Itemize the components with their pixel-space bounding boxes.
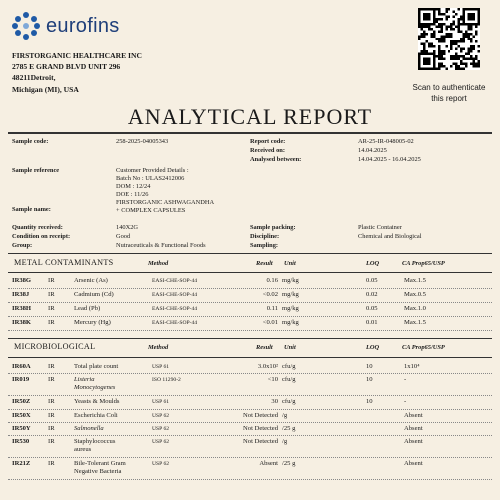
table-row xyxy=(8,395,492,409)
row-parameter xyxy=(74,305,100,313)
customer-address xyxy=(12,50,142,95)
row-result: 30 xyxy=(271,398,278,405)
micro-col-unit: Unit xyxy=(284,344,296,351)
eurofins-logo xyxy=(12,12,120,40)
row-code: IR50Y xyxy=(12,425,31,432)
row-result: 0.16 xyxy=(266,277,278,284)
row-result: Not Detected xyxy=(243,425,278,432)
row-parameter xyxy=(74,376,115,392)
group-label: Group: xyxy=(12,242,33,249)
row-ir: IR xyxy=(48,398,55,405)
row-code: IR38H xyxy=(12,305,32,312)
row-ir: IR xyxy=(48,376,55,383)
row-parameter xyxy=(74,277,108,285)
address-line: 2785 E GRAND BLVD UNIT 296 xyxy=(12,62,121,72)
row-loq: 0.05 xyxy=(366,305,378,312)
table-row xyxy=(8,302,492,316)
row-unit: mg/kg xyxy=(282,277,299,284)
micro-top-rule xyxy=(8,338,492,339)
row-unit: cfu/g xyxy=(282,363,296,370)
row-limit: Absent xyxy=(404,425,423,432)
row-limit: Max.1.5 xyxy=(404,277,426,284)
qr-caption xyxy=(402,82,496,104)
row-method: EASI-CHE-SOP-44 xyxy=(152,306,198,312)
sample-name-line: + COMPLEX CAPSULES xyxy=(116,207,186,214)
logo-dots-icon xyxy=(12,12,40,40)
row-ir: IR xyxy=(48,412,55,419)
qr-caption-line: Scan to authenticate xyxy=(412,83,486,92)
row-result: <0.01 xyxy=(262,319,278,326)
metal-col-method: Method xyxy=(148,260,169,267)
row-limit: Max.0.5 xyxy=(404,291,426,298)
row-limit: Max.1.0 xyxy=(404,305,426,312)
parameter-line: Escherichia Coli xyxy=(74,412,118,419)
row-parameter xyxy=(74,460,126,476)
row-result: Not Detected xyxy=(243,438,278,445)
parameter-line: Total plate count xyxy=(74,363,119,370)
row-parameter xyxy=(74,319,111,327)
sample-reference-line: Batch No : ULAS2412006 xyxy=(116,175,185,182)
row-loq: 0.02 xyxy=(366,291,378,298)
row-loq: 0.01 xyxy=(366,319,378,326)
row-result: 3.0x10² xyxy=(257,363,278,370)
row-method: EASI-CHE-SOP-44 xyxy=(152,278,198,284)
row-unit: /g xyxy=(282,438,288,445)
discipline-label: Discipline: xyxy=(250,233,280,240)
received-on-label: Received on: xyxy=(250,147,285,154)
sample-name-line: FIRSTORGANIC ASHWAGANDHA xyxy=(116,199,215,206)
row-unit: cfu/g xyxy=(282,376,296,383)
packing-value: Plastic Container xyxy=(358,224,402,231)
row-method: USP 62 xyxy=(152,461,170,467)
row-parameter xyxy=(74,438,115,454)
row-parameter xyxy=(74,425,104,433)
analysed-between-value: 14.04.2025 - 16.04.2025 xyxy=(358,156,421,163)
qr-code[interactable] xyxy=(418,8,480,70)
row-unit: /25 g xyxy=(282,460,296,467)
row-code: IR38G xyxy=(12,277,32,284)
table-row xyxy=(8,422,492,435)
row-limit: 1x10⁴ xyxy=(404,363,420,370)
row-result: <0.02 xyxy=(262,291,278,298)
row-ir: IR xyxy=(48,305,55,312)
row-method: USP 62 xyxy=(152,426,170,432)
row-result: 0.11 xyxy=(266,305,278,312)
table-row xyxy=(8,288,492,302)
analysed-between-label: Analysed between: xyxy=(250,156,302,163)
row-unit: mg/kg xyxy=(282,319,299,326)
micro-section-title: MICROBIOLOGICAL xyxy=(14,342,96,351)
parameter-line: Cadmium (Cd) xyxy=(74,291,114,298)
parameter-line: Staphylococcus xyxy=(74,438,116,445)
row-ir: IR xyxy=(48,291,55,298)
quantity-label: Quantity received: xyxy=(12,224,63,231)
discipline-value: Chemical and Biological xyxy=(358,233,422,240)
table-row xyxy=(8,409,492,422)
metal-col-loq: LOQ xyxy=(366,260,380,267)
sample-code-label: Sample code: xyxy=(12,138,49,145)
micro-col-method: Method xyxy=(148,344,169,351)
sample-reference-line: Customer Provided Details : xyxy=(116,167,189,174)
micro-col-result: Result xyxy=(256,344,273,351)
row-code: IR50X xyxy=(12,412,31,419)
row-loq: 10 xyxy=(366,376,373,383)
table-row xyxy=(8,457,492,479)
sample-code-value: 258-2025-04005343 xyxy=(116,138,169,145)
row-parameter xyxy=(74,412,118,420)
parameter-line: aureus xyxy=(74,446,92,453)
row-limit: Absent xyxy=(404,438,423,445)
row-limit: Max.1.5 xyxy=(404,319,426,326)
row-code: IR38K xyxy=(12,319,32,326)
row-unit: /25 g xyxy=(282,425,296,432)
row-result: Not Detected xyxy=(243,412,278,419)
condition-label: Condition on receipt: xyxy=(12,233,71,240)
parameter-line: Mercury (Hg) xyxy=(74,319,111,326)
table-row xyxy=(8,435,492,457)
row-method: EASI-CHE-SOP-44 xyxy=(152,292,198,298)
row-result: <10 xyxy=(267,376,278,383)
row-ir: IR xyxy=(48,319,55,326)
quantity-value: 140X2G xyxy=(116,224,139,231)
row-limit: - xyxy=(404,398,407,405)
row-unit: /g xyxy=(282,412,288,419)
row-method: USP 61 xyxy=(152,364,170,370)
row-unit: cfu/g xyxy=(282,398,296,405)
row-code: IR60A xyxy=(12,363,31,370)
report-code-value: AR-25-IR-048005-02 xyxy=(358,138,414,145)
row-ir: IR xyxy=(48,425,55,432)
row-loq: 0.05 xyxy=(366,277,378,284)
row-divider xyxy=(8,479,492,480)
row-loq: 10 xyxy=(366,363,373,370)
title-rule xyxy=(8,132,492,134)
sampling-label: Sampling: xyxy=(250,242,279,249)
micro-col-loq: LOQ xyxy=(366,344,380,351)
metal-col-limit: CA Prop65/USP xyxy=(402,260,445,267)
qr-caption-line: this report xyxy=(431,94,467,103)
row-divider xyxy=(8,330,492,331)
sample-reference-line: DOE : 11/26 xyxy=(116,191,149,198)
parameter-line: Arsenic (As) xyxy=(74,277,108,284)
row-code: IR38J xyxy=(12,291,30,298)
sample-reference-label: Sample reference xyxy=(12,167,60,174)
row-method: USP 62 xyxy=(152,439,170,445)
metal-col-unit: Unit xyxy=(284,260,296,267)
packing-label: Sample packing: xyxy=(250,224,296,231)
row-parameter xyxy=(74,398,120,406)
row-result: Absent xyxy=(259,460,278,467)
parameter-line: Listeria xyxy=(74,376,95,383)
row-limit: Absent xyxy=(404,412,423,419)
parameter-line: Lead (Pb) xyxy=(74,305,101,312)
logo-text: eurofins xyxy=(46,14,120,37)
row-method: USP 61 xyxy=(152,399,170,405)
micro-col-limit: CA Prop65/USP xyxy=(402,344,445,351)
address-line: Michigan (MI), USA xyxy=(12,84,79,94)
address-line: FIRSTORGANIC HEALTHCARE INC xyxy=(12,51,142,60)
row-limit: Absent xyxy=(404,460,423,467)
row-method: USP 62 xyxy=(152,413,170,419)
condition-value: Good xyxy=(116,233,131,240)
metal-header-rule xyxy=(8,272,492,273)
row-ir: IR xyxy=(48,438,55,445)
parameter-line: Yeasts & Moulds xyxy=(74,398,120,405)
table-row xyxy=(8,373,492,395)
row-parameter xyxy=(74,291,114,299)
row-ir: IR xyxy=(48,277,55,284)
report-code-label: Report code: xyxy=(250,138,286,145)
parameter-line: Monocytogenes xyxy=(74,384,116,391)
row-code: IR50Z xyxy=(12,398,31,405)
row-method: EASI-CHE-SOP-44 xyxy=(152,320,198,326)
sample-name-value xyxy=(116,199,214,215)
row-unit: mg/kg xyxy=(282,291,299,298)
sample-reference-value xyxy=(116,167,189,199)
table-row xyxy=(8,360,492,373)
micro-header-rule xyxy=(8,357,492,358)
row-method: ISO 11290-2 xyxy=(152,377,181,383)
metal-section-title: METAL CONTAMINANTS xyxy=(14,258,114,267)
report-title: ANALYTICAL REPORT xyxy=(127,104,373,129)
address-line: 48211Detroit, xyxy=(12,73,56,83)
row-unit: mg/kg xyxy=(282,305,299,312)
row-code: IR530 xyxy=(12,438,30,445)
group-value: Nutraceuticals & Functional Foods xyxy=(116,242,206,249)
parameter-line: Negative Bacteria xyxy=(74,468,122,475)
parameter-line: Bile-Tolerant Gram xyxy=(74,460,126,467)
row-ir: IR xyxy=(48,460,55,467)
table-row xyxy=(8,316,492,330)
sample-name-label: Sample name: xyxy=(12,206,51,213)
metal-col-result: Result xyxy=(256,260,273,267)
table-row xyxy=(8,274,492,288)
row-loq: 10 xyxy=(366,398,373,405)
row-parameter xyxy=(74,363,118,371)
row-limit: - xyxy=(404,376,407,383)
info-rule xyxy=(8,253,492,254)
parameter-line: Salmonella xyxy=(74,425,104,432)
sample-reference-line: DOM : 12/24 xyxy=(116,183,151,190)
row-code: IR019 xyxy=(12,376,30,383)
row-ir: IR xyxy=(48,363,55,370)
received-on-value: 14.04.2025 xyxy=(358,147,387,154)
row-code: IR21Z xyxy=(12,460,31,467)
